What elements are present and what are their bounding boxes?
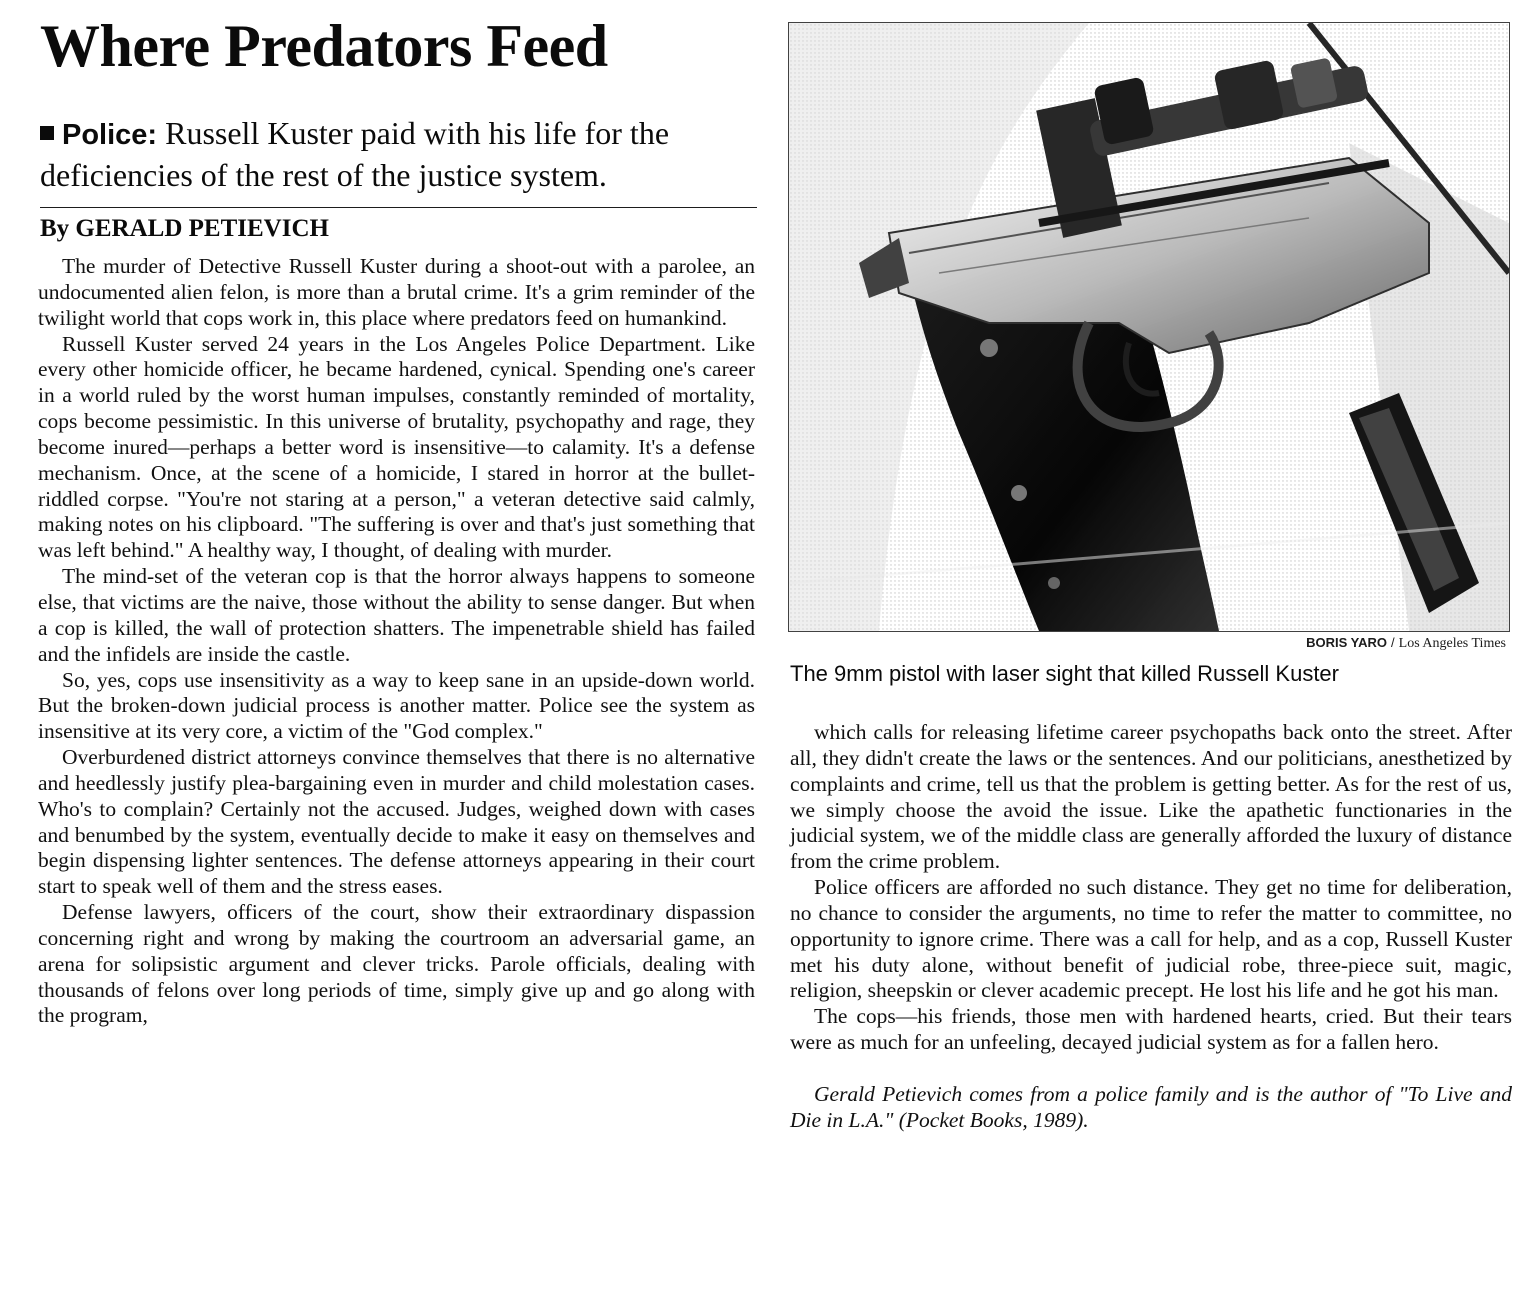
photo-caption: The 9mm pistol with laser sight that killed Russell Kuster — [790, 661, 1339, 686]
bullet-square-icon — [40, 126, 54, 140]
paragraph: Police officers are afforded no such distance. They get no time for deliberation, no chance to consider the arguments, no time to refer the matter to committee, no opportunity to ignore crime. There was a call for help, and as a cop, Russell Kuster met his duty alone, without benefit of judicial robe, three-piece suit, magic, religion, sheepskin or clever academic precept. He lost his life and he got his man. — [790, 875, 1512, 1003]
paragraph: Overburdened district attorneys convince themselves that there is no alternative and heedlessly justify plea-bargaining even in murder and child molestation cases. Who's to complain? Certainly not the accused. Judges, weighed down with cases and benumbed by the system, eventually decide to make it easy on themselves and begin dispensing lighter sentences. The defense attorneys appearing in their court start to speak well of them and the stress eases. — [38, 745, 755, 899]
deck — [40, 113, 760, 195]
paragraph: The cops—his friends, those men with hardened hearts, cried. But their tears were as much for an unfeeling, decayed judicial system as for a fallen hero. — [790, 1004, 1512, 1055]
paragraph: Defense lawyers, officers of the court, show their extraordinary dispassion concerning right and wrong by making the courtroom an adversarial game, an arena for solipsistic argument and clever tricks. Parole officials, dealing with thousands of felons over long periods of time, simply give up and go along with the program, — [38, 900, 755, 1028]
credit-separator: / — [1391, 635, 1395, 650]
pistol-photo — [788, 22, 1510, 632]
paragraph: Russell Kuster served 24 years in the Los Angeles Police Department. Like every other homicide officer, he became hardened, cynical. Spending one's career in a world ruled by the worst human impulses, constantly reminded of mortality, cops become pessimistic. In this universe of brutality, psychopathy and rage, they become inured—perhaps a better word is insensitive—to calamity. It's a defense mechanism. Once, at the scene of a homicide, I stared in horror at the bullet-riddled corpse. "You're not staring at a person," a veteran detective said calmly, making notes on his clipboard. "The suffering is over and that's just something that was left behind." A healthy way, I thought, of dealing with murder. — [38, 331, 755, 563]
photo-credit — [790, 634, 1506, 653]
deck-kicker: Police: — [62, 119, 158, 151]
credit-photographer: BORIS YARO — [1306, 635, 1388, 650]
byline-rule — [40, 207, 757, 208]
pistol-photo-icon — [789, 23, 1509, 631]
author-bio: Gerald Petievich comes from a police family and is the author of "To Live and Die in L.A." (Pocket Books, 1989). — [790, 1081, 1512, 1132]
byline: By GERALD PETIEVICH — [40, 215, 329, 242]
paragraph: The mind-set of the veteran cop is that the horror always happens to someone else, that victims are the naive, those without the ability to sense danger. But when a cop is killed, the wall of protection shatters. The impenetrable shield has failed and the infidels are inside the castle. — [38, 564, 755, 666]
paragraph: which calls for releasing lifetime career psychopaths back onto the street. After all, they didn't create the laws or the sentences. And our politicians, anesthetized by complaints and crime, tell us that the problem is getting better. As for the rest of us, we simply choose the avoid the issue. Like the apathetic functionaries in the judicial system, we of the middle class are generally afforded the luxury of distance from the crime problem. — [790, 720, 1512, 874]
deck-text: Russell Kuster paid with his life for the deficiencies of the rest of the justice system. — [40, 115, 670, 193]
headline: Where Predators Feed — [40, 13, 608, 79]
article-column-right — [790, 720, 1512, 1134]
credit-organization: Los Angeles Times — [1398, 636, 1506, 651]
article-column-left — [38, 254, 755, 1029]
paragraph: The murder of Detective Russell Kuster during a shoot-out with a parolee, an undocumented alien felon, is more than a brutal crime. It's a grim reminder of the twilight world that cops work in, this place where predators feed on humankind. — [38, 254, 755, 330]
paragraph: So, yes, cops use insensitivity as a way to keep sane in an upside-down world. But the broken-down judicial process is another matter. Police see the system as insensitive at its very core, a victim of the "God complex." — [38, 667, 755, 744]
